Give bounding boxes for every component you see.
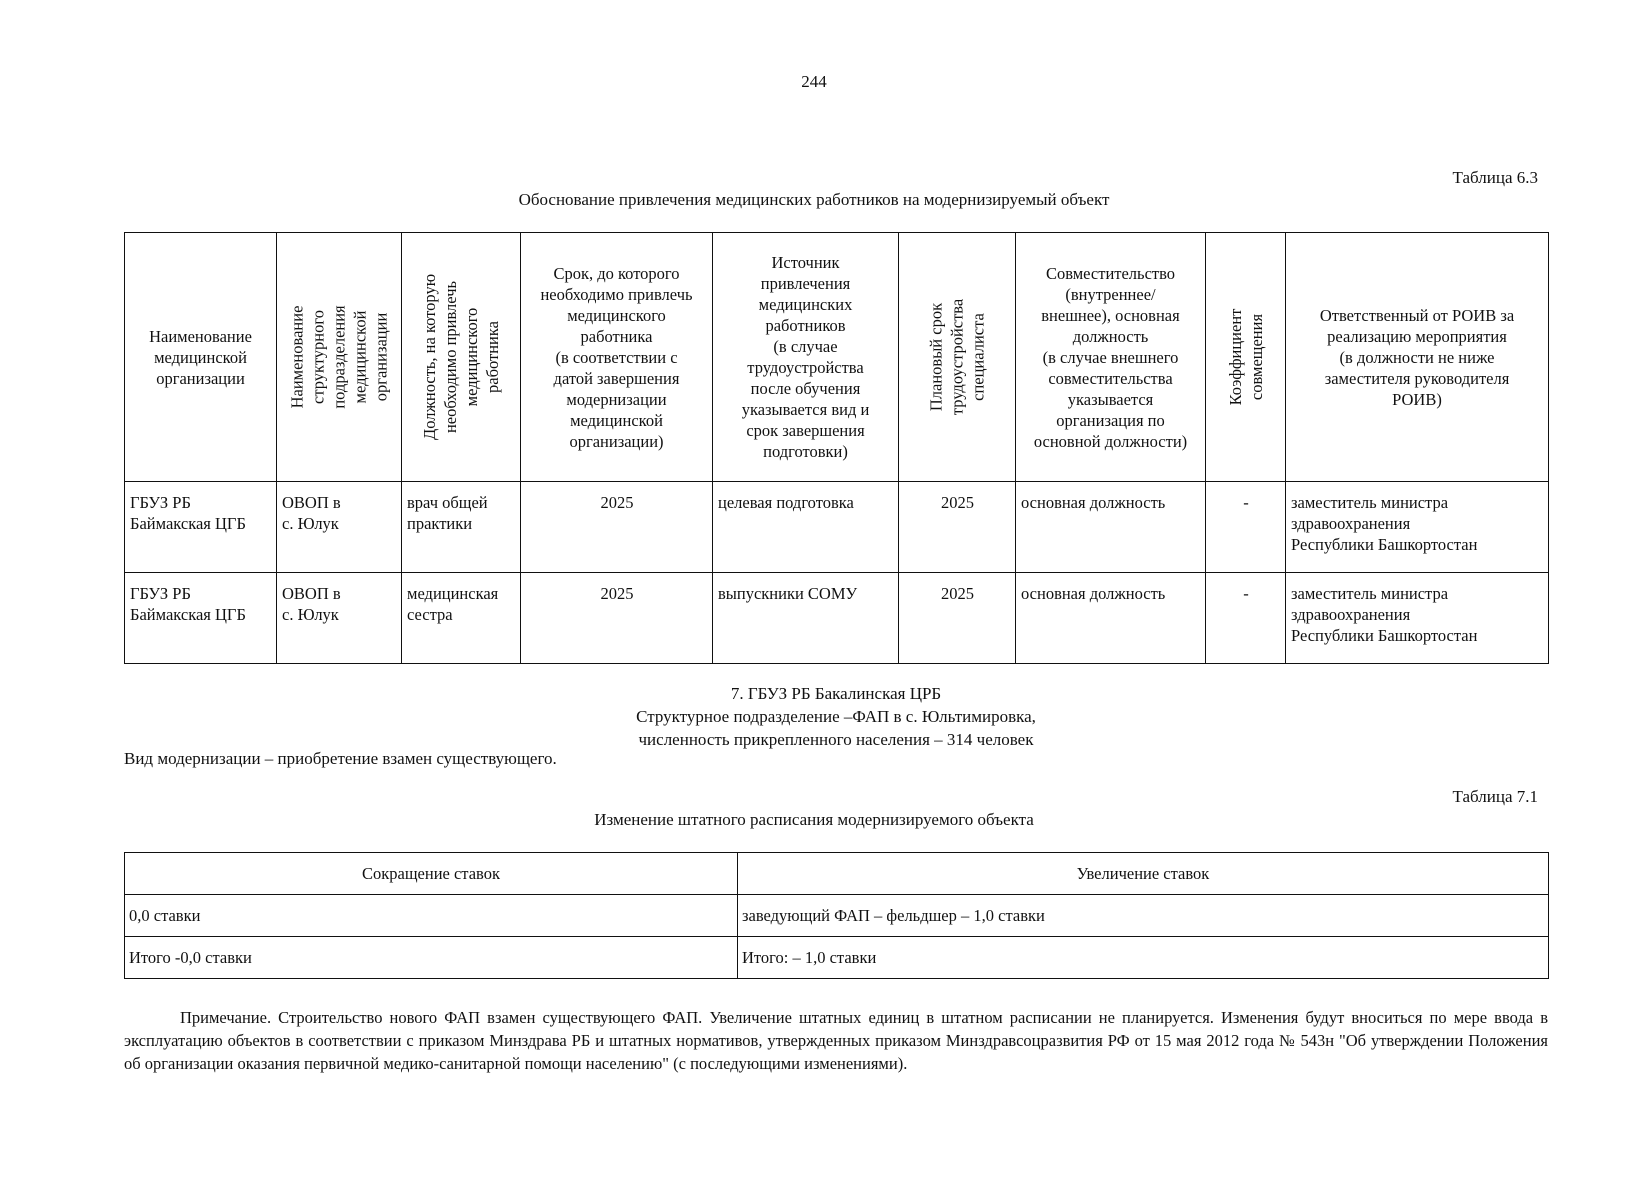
cell-org: ГБУЗ РБ Баймакская ЦГБ	[125, 482, 277, 573]
table-6-3	[124, 232, 1549, 664]
cell-org: ГБУЗ РБ Баймакская ЦГБ	[125, 573, 277, 664]
cell-deadline: 2025	[521, 482, 713, 573]
cell-subdivision: ОВОП в с. Юлук	[277, 482, 402, 573]
section-subdivision: Структурное подразделение –ФАП в с. Юльтимировка,	[636, 707, 1036, 726]
section-population: численность прикрепленного населения – 314 человек	[638, 730, 1034, 749]
table-header-row	[125, 853, 1549, 895]
cell-responsible: заместитель министра здравоохранения Республики Башкортостан	[1286, 482, 1549, 573]
table-header-row	[125, 233, 1549, 482]
header-subdivision-text: Наименование структурного подразделения медицинской организации	[287, 305, 391, 409]
table-6-3-label: Таблица 6.3	[1452, 168, 1538, 187]
modernization-type: Вид модернизации – приобретение взамен существующего.	[124, 749, 557, 768]
cell-coefficient: -	[1206, 573, 1286, 664]
table-6-3-title: Обоснование привлечения медицинских работников на модернизируемый объект	[518, 190, 1110, 209]
table-7-1	[124, 852, 1549, 979]
cell-planned-date: 2025	[899, 482, 1016, 573]
cell-deadline: 2025	[521, 573, 713, 664]
header-planned-date-text: Плановый срок трудоустройства специалиста	[926, 298, 988, 416]
cell-source: целевая подготовка	[713, 482, 899, 573]
cell-responsible: заместитель министра здравоохранения Республики Башкортостан	[1286, 573, 1549, 664]
table-row	[125, 937, 1549, 979]
header-responsible: Ответственный от РОИВ за реализацию мероприятия (в должности не ниже заместителя руководителя РОИВ)	[1286, 233, 1549, 482]
cell-reduction-total: Итого -0,0 ставки	[125, 937, 738, 979]
page-number: 244	[801, 72, 827, 91]
header-position	[402, 233, 521, 482]
header-planned-date	[899, 233, 1016, 482]
cell-combination: основная должность	[1016, 482, 1206, 573]
header-deadline: Срок, до которого необходимо привлечь медицинского работника (в соответствии с датой завершения модернизации медицинской организации)	[521, 233, 713, 482]
header-increase: Увеличение ставок	[738, 853, 1549, 895]
table-row	[125, 573, 1549, 664]
section-heading: 7. ГБУЗ РБ Бакалинская ЦРБ	[730, 684, 942, 703]
cell-increase-total: Итого: – 1,0 ставки	[738, 937, 1549, 979]
header-coefficient-text: Коэффициент совмещения	[1225, 308, 1266, 406]
header-combination: Совместительство (внутреннее/ внешнее), основная должность (в случае внешнего совместительства указывается организация по основной должности)	[1016, 233, 1206, 482]
header-reduction: Сокращение ставок	[125, 853, 738, 895]
header-source: Источник привлечения медицинских работников (в случае трудоустройства после обучения указывается вид и срок завершения подготовки)	[713, 233, 899, 482]
header-org-name: Наименование медицинской организации	[125, 233, 277, 482]
cell-combination: основная должность	[1016, 573, 1206, 664]
cell-increase: заведующий ФАП – фельдшер – 1,0 ставки	[738, 895, 1549, 937]
cell-position: врач общей практики	[402, 482, 521, 573]
table-row	[125, 895, 1549, 937]
cell-source: выпускники СОМУ	[713, 573, 899, 664]
table-7-1-title: Изменение штатного расписания модернизируемого объекта	[594, 810, 1034, 829]
cell-planned-date: 2025	[899, 573, 1016, 664]
header-position-text: Должность, на которую необходимо привлечь медицинского работника	[420, 273, 502, 441]
header-coefficient	[1206, 233, 1286, 482]
note-paragraph: Примечание. Строительство нового ФАП взамен существующего ФАП. Увеличение штатных единиц в штатном расписании не планируется. Изменения будут вноситься по мере ввода в эксплуатацию объектов в соответствии с приказом Минздрава РБ и штатных нормативов, утвержденных приказом Минздравсоцразвития РФ от 15 мая 2012 года № 543н "Об утверждении Положения об организации оказания первичной медико-санитарной помощи населению" (с последующими изменениями).	[124, 1008, 1548, 1073]
header-subdivision	[277, 233, 402, 482]
cell-coefficient: -	[1206, 482, 1286, 573]
table-row	[125, 482, 1549, 573]
table-7-1-label: Таблица 7.1	[1452, 787, 1538, 806]
cell-position: медицинская сестра	[402, 573, 521, 664]
cell-reduction: 0,0 ставки	[125, 895, 738, 937]
cell-subdivision: ОВОП в с. Юлук	[277, 573, 402, 664]
